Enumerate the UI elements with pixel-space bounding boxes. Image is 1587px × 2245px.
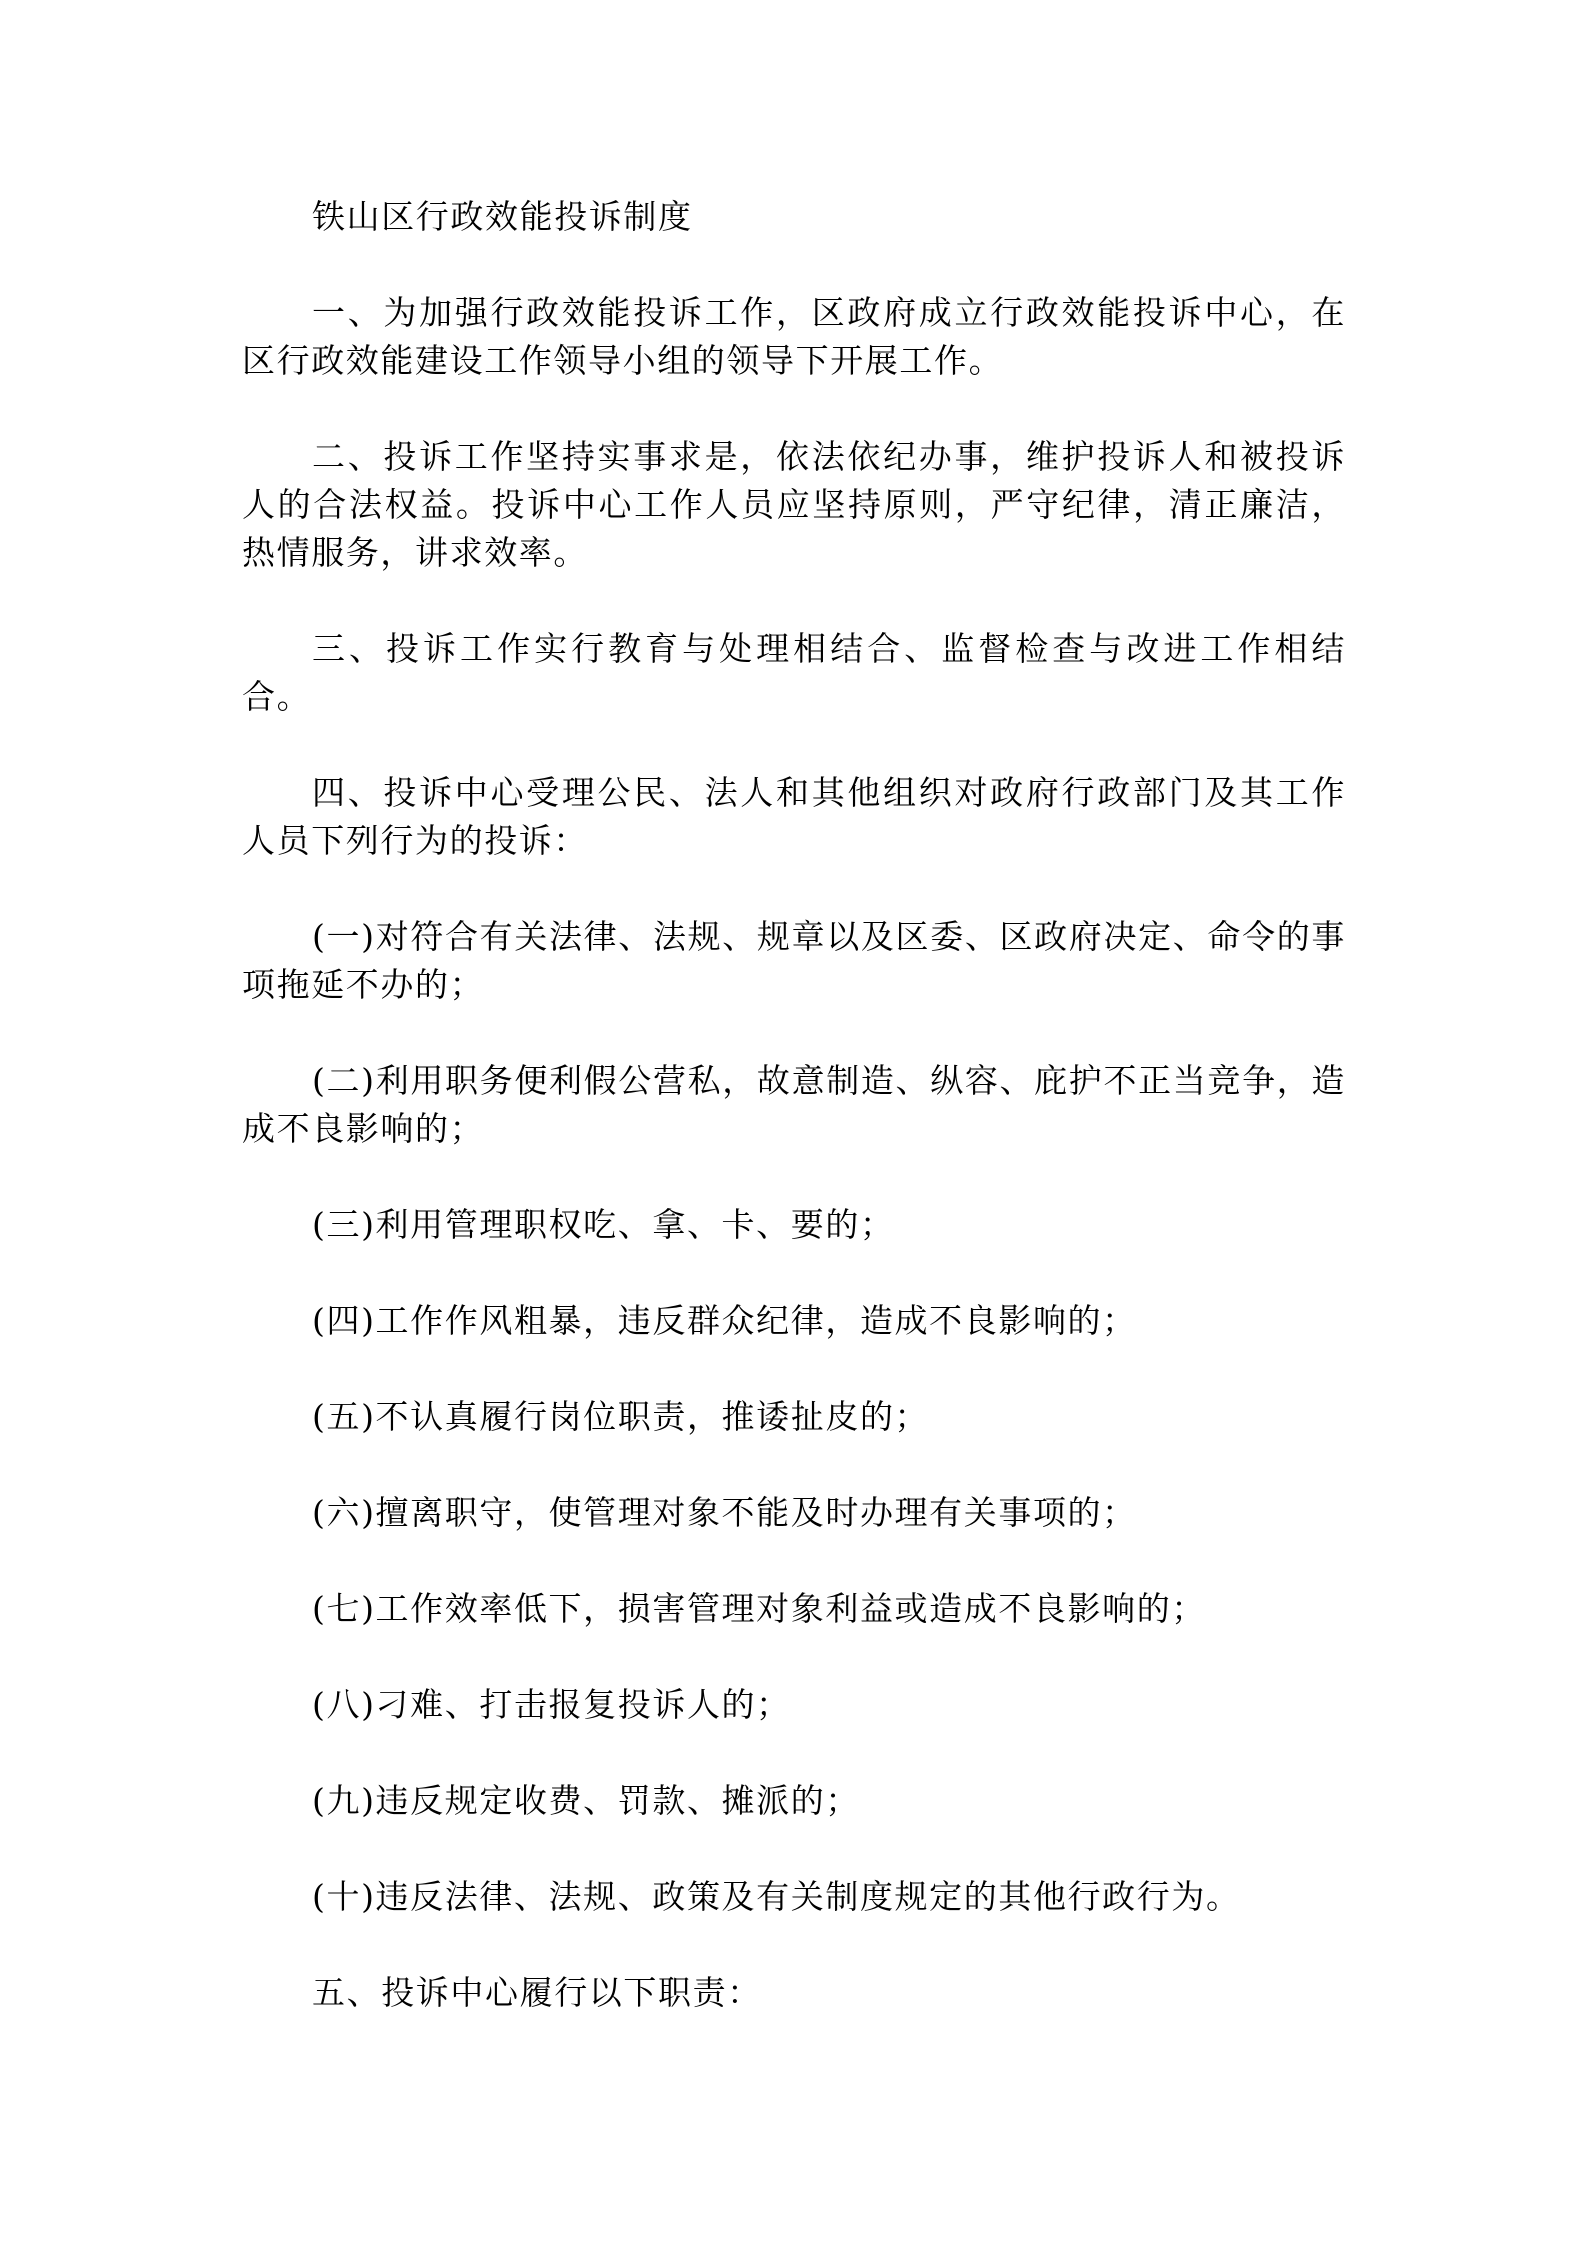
list-item-8: (八)刁难、打击报复投诉人的； xyxy=(312,1685,791,1724)
document-title: 铁山区行政效能投诉制度 xyxy=(312,197,693,236)
paragraph-article-2: 二、投诉工作坚持实事求是，依法依纪办事，维护投诉人和被投诉人的合法权益。投诉中心工作人员应坚持原则，严守纪律，清正廉洁，热情服务，讲求效率。 xyxy=(242,437,1346,572)
paragraph-article-1: 一、为加强行政效能投诉工作，区政府成立行政效能投诉中心，在区行政效能建设工作领导小组的领导下开展工作。 xyxy=(242,293,1346,380)
list-item-9: (九)违反规定收费、罚款、摊派的； xyxy=(312,1781,860,1820)
paragraph-article-3: 三、投诉工作实行教育与处理相结合、监督检查与改进工作相结合。 xyxy=(242,629,1346,716)
list-item-7: (七)工作效率低下，损害管理对象利益或造成不良影响的； xyxy=(312,1589,1206,1628)
list-item-1: (一)对符合有关法律、法规、规章以及区委、区政府决定、命令的事项拖延不办的； xyxy=(242,917,1346,1004)
document-page xyxy=(242,193,1346,2065)
list-item-3: (三)利用管理职权吃、拿、卡、要的； xyxy=(312,1205,895,1244)
list-item-2: (二)利用职务便利假公营私，故意制造、纵容、庇护不正当竞争，造成不良影响的； xyxy=(242,1061,1346,1148)
paragraph-article-4: 四、投诉中心受理公民、法人和其他组织对政府行政部门及其工作人员下列行为的投诉： xyxy=(242,773,1346,860)
list-item-6: (六)擅离职守，使管理对象不能及时办理有关事项的； xyxy=(312,1493,1137,1532)
list-item-5: (五)不认真履行岗位职责，推诿扯皮的； xyxy=(312,1397,930,1436)
paragraph-article-5: 五、投诉中心履行以下职责： xyxy=(312,1973,762,2012)
list-item-10: (十)违反法律、法规、政策及有关制度规定的其他行政行为。 xyxy=(312,1877,1241,1916)
list-item-4: (四)工作作风粗暴，违反群众纪律，造成不良影响的； xyxy=(312,1301,1137,1340)
